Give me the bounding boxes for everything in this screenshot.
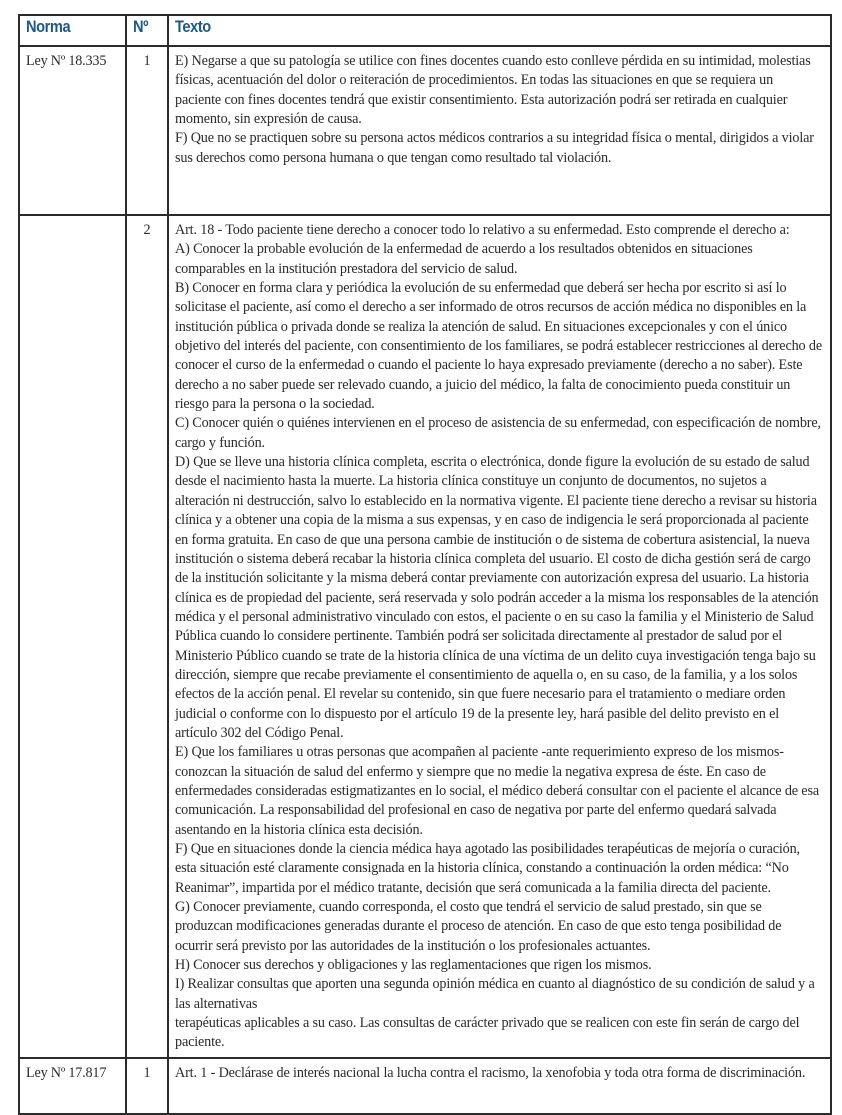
paragraph: E) Que los familiares u otras personas que acompañen al paciente -ante requerimiento expreso de los mismos- conozcan la situación de salud del enfermo y siempre que no medie la negativa expresa de éste. En caso de enfermedades consideradas estigmatizantes en lo social, el médico deberá consultar con el paciente el alcance de esa comunicación. La responsabilidad del profesional en caso de negativa por parte del enfermo quedará salvada asentando en la historia clínica esta decisión.	[175, 744, 819, 838]
paragraph: terapéuticas aplicables a su caso. Las consultas de carácter privado que se realicen con este fin serán de cargo del paciente.	[175, 1015, 800, 1051]
paragraph: H) Conocer sus derechos y obligaciones y las reglamentaciones que rigen los mismos.	[175, 957, 652, 974]
table-row	[19, 215, 831, 1058]
paragraph: G) Conocer previamente, cuando corresponda, el costo que tendrá el servicio de salud prestado, sin que se produzcan modificaciones generadas durante el proceso de atención. En caso de que esto tenga posibilidad de ocurrir será previsto por las autoridades de la institución o los profesionales actuantes.	[175, 899, 782, 954]
numero-cell: 1	[126, 1058, 168, 1114]
numero-cell: 2	[126, 215, 168, 1058]
table-row	[19, 46, 831, 215]
norma-cell: Ley Nº 18.335	[19, 46, 126, 215]
paragraph: E) Negarse a que su patología se utilice con fines docentes cuando esto conlleve pérdida en su intimidad, molestias físicas, acentuación del dolor o reiteración de procedimientos. En todas las situaciones en que se requiera un paciente con fines docentes tendrá que existir consentimiento. Esta autorización podrá ser retirada en cualquier momento, sin expresión de causa.	[175, 53, 811, 128]
texto-cell	[168, 1058, 831, 1114]
table-header-row	[19, 15, 831, 46]
texto-cell	[168, 46, 831, 215]
header-numero: Nº	[126, 15, 168, 46]
table-row	[19, 1058, 831, 1114]
numero-cell: 1	[126, 46, 168, 215]
paragraph: B) Conocer en forma clara y periódica la evolución de su enfermedad que deberá ser hecha por escrito si así lo solicitase el paciente, así como el derecho a ser informado de otros recursos de acción médica no disponibles en la institución pública o privada donde se realiza la atención de salud. En situaciones excepcionales y con el único objetivo del interés del paciente, con consentimiento de los familiares, se podrá establecer restricciones al derecho de conocer el curso de la enfermedad o cuando el paciente lo haya expresado previamente (derecho a no saber). Este derecho a no saber puede ser relevado cuando, a juicio del médico, la falta de conocimiento pueda constituir un riesgo para la persona o la sociedad.	[175, 280, 822, 413]
paragraph: C) Conocer quién o quiénes intervienen en el proceso de asistencia de su enfermedad, con especificación de nombre, cargo y función.	[175, 415, 821, 451]
header-norma: Norma	[19, 15, 126, 46]
norma-cell	[19, 215, 126, 1058]
paragraph: Art. 18 - Todo paciente tiene derecho a conocer todo lo relativo a su enfermedad. Esto comprende el derecho a:	[175, 222, 790, 238]
paragraph: I) Realizar consultas que aporten una segunda opinión médica en cuanto al diagnóstico de su condición de salud y a las alternativas	[175, 976, 815, 1012]
norms-table	[18, 14, 832, 1115]
header-texto: Texto	[168, 15, 831, 46]
paragraph: F) Que no se practiquen sobre su persona actos médicos contrarios a su integridad física o mental, dirigidos a violar sus derechos como persona humana o que tengan como resultado tal violación.	[175, 130, 814, 166]
paragraph: A) Conocer la probable evolución de la enfermedad de acuerdo a los resultados obtenidos en situaciones comparables en la institución prestadora del servicio de salud.	[175, 241, 753, 277]
paragraph: Art. 1 - Declárase de interés nacional la lucha contra el racismo, la xenofobia y toda otra forma de discriminación.	[175, 1064, 806, 1081]
texto-cell	[168, 215, 831, 1058]
paragraph: F) Que en situaciones donde la ciencia médica haya agotado las posibilidades terapéuticas de mejoría o curación, esta situación esté claramente consignada en la historia clínica, constando a continuación la orden médica: “No Reanimar”, impartida por el médico tratante, decisión que será comunicada a la familia directa del paciente.	[175, 841, 800, 896]
norma-cell: Ley Nº 17.817	[19, 1058, 126, 1114]
paragraph: D) Que se lleve una historia clínica completa, escrita o electrónica, donde figure la evolución de su estado de salud desde el nacimiento hasta la muerte. La historia clínica constituye un conjunto de documentos, no sujetos a alteración ni destrucción, salvo lo establecido en la normativa vigente. El paciente tiene derecho a revisar su historia clínica y a obtener una copia de la misma a sus expensas, y en caso de indigencia le será proporcionada al paciente en forma gratuita. En caso de que una persona cambie de institución o de sistema de cobertura asistencial, la nueva institución o sistema deberá recabar la historia clínica completa del usuario. El costo de dicha gestión será de cargo de la institución solicitante y la misma deberá contar previamente con autorización expresa del usuario. La historia clínica es de propiedad del paciente, será reservada y solo podrán acceder a la misma los responsables de la atención médica y el personal administrativo vinculado con estos, el paciente o en su caso la familia y el Ministerio de Salud Pública cuando lo considere pertinente. También podrá ser solicitada directamente al prestador de salud por el Ministerio Público cuando se trate de la historia clínica de una víctima de un delito cuya investigación tenga bajo su dirección, siempre que recabe previamente el consentimiento de aquella o, en su caso, de la familia, y a los solos efectos de la acción penal. El revelar su contenido, sin que fuere necesario para el tratamiento o mediare orden judicial o conforme con lo dispuesto por el artículo 19 de la presente ley, hará pasible del delito previsto en el artículo 302 del Código Penal.	[175, 454, 819, 741]
